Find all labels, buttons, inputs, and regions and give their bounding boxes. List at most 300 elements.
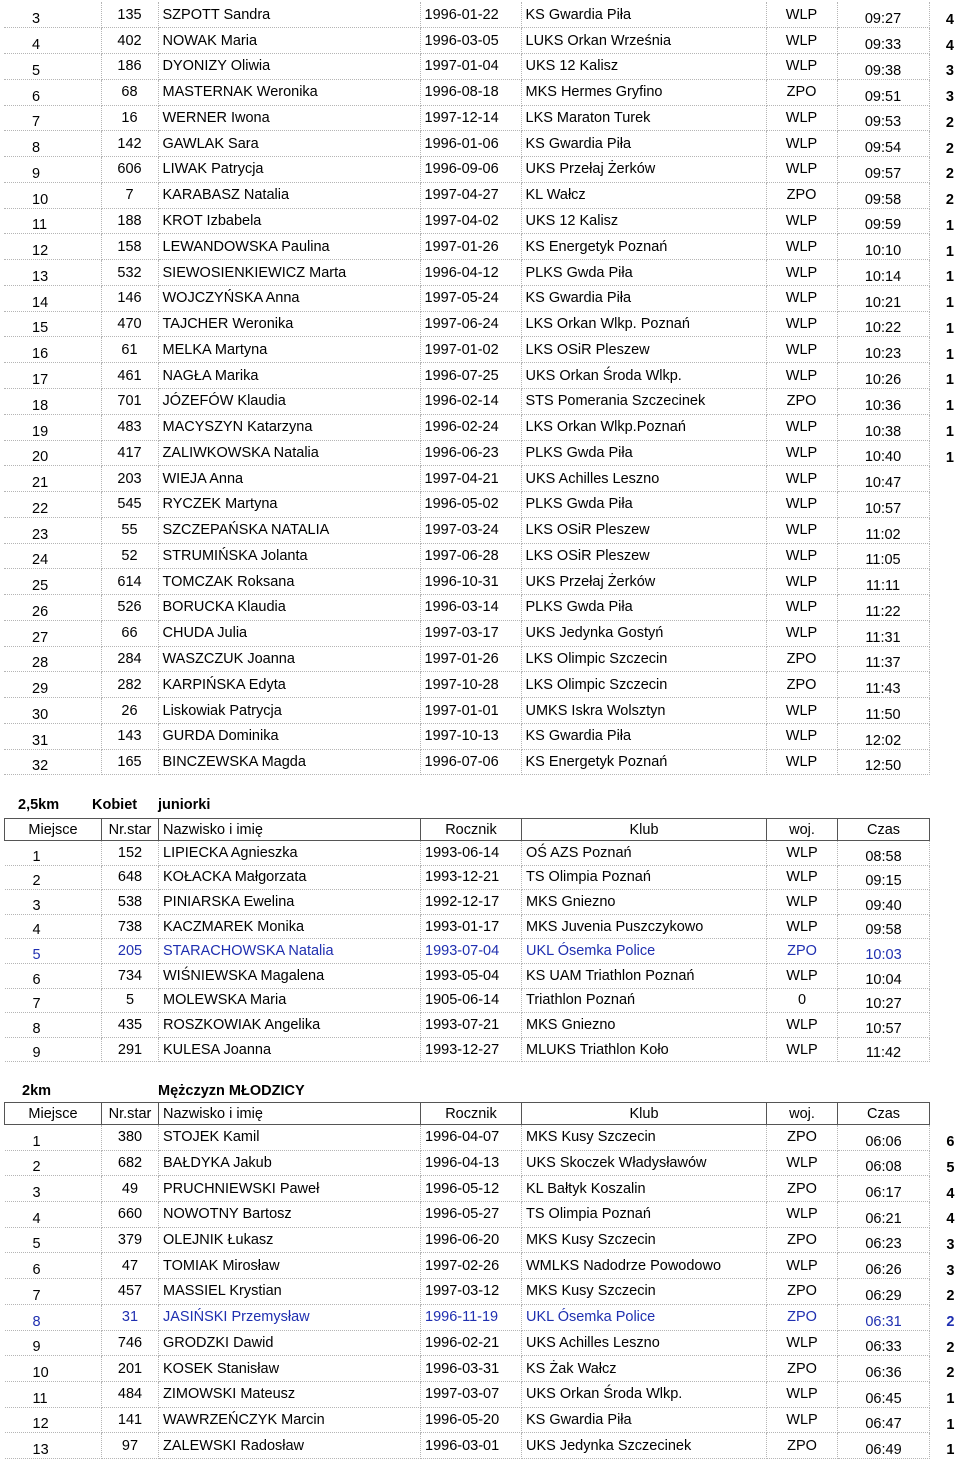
time-cell: 06:21 — [838, 1202, 930, 1228]
birth-date-cell: 1996-05-20 — [421, 1407, 522, 1433]
region-cell: WLP — [766, 698, 837, 724]
name-cell: BINCZEWSKA Magda — [158, 749, 420, 775]
start-number-cell: 484 — [102, 1381, 159, 1407]
time-cell: 12:50 — [837, 749, 929, 775]
time-cell: 08:58 — [838, 841, 930, 866]
header-region: woj. — [767, 1103, 838, 1125]
start-number-cell: 291 — [102, 1037, 159, 1062]
region-cell: WLP — [766, 260, 837, 286]
place-cell: 11 — [4, 208, 101, 234]
start-number-cell: 135 — [101, 2, 158, 28]
name-cell: GRODZKI Dawid — [159, 1330, 421, 1356]
name-cell: ROSZKOWIAK Angelika — [159, 1013, 421, 1038]
birth-date-cell: 1996-09-06 — [420, 157, 521, 183]
birth-date-cell: 1997-03-24 — [420, 517, 521, 543]
points-cell: 1 — [945, 372, 954, 389]
points-cell — [929, 672, 956, 698]
birth-date-cell: 1997-10-28 — [420, 672, 521, 698]
birth-date-cell: 1997-04-27 — [420, 182, 521, 208]
birth-date-cell: 1993-06-14 — [421, 841, 522, 866]
points-cell — [930, 1037, 957, 1062]
time-cell: 06:36 — [838, 1356, 930, 1382]
time-cell: 11:31 — [837, 620, 929, 646]
region-cell: ZPO — [766, 79, 837, 105]
time-cell: 09:15 — [838, 865, 930, 890]
club-cell: MKS Kusy Szczecin — [522, 1279, 767, 1305]
birth-date-cell: 1905-06-14 — [421, 988, 522, 1013]
table-row — [4, 440, 956, 466]
region-cell: ZPO — [767, 1356, 838, 1382]
club-cell: KS Żak Wałcz — [522, 1356, 767, 1382]
start-number-cell: 142 — [101, 131, 158, 157]
points-cell: 1 — [946, 1416, 955, 1433]
name-cell: TOMIAK Mirosław — [159, 1253, 421, 1279]
place-cell: 31 — [4, 723, 101, 749]
time-cell: 11:43 — [837, 672, 929, 698]
birth-date-cell: 1993-12-21 — [421, 865, 522, 890]
region-cell: WLP — [766, 543, 837, 569]
club-cell: UMKS Iskra Wolsztyn — [521, 698, 766, 724]
birth-date-cell: 1997-01-02 — [420, 337, 521, 363]
time-cell: 09:59 — [837, 208, 929, 234]
table-row — [5, 963, 957, 988]
club-cell: UKL Ósemka Police — [522, 1304, 767, 1330]
birth-date-cell: 1992-12-17 — [421, 890, 522, 915]
region-cell: ZPO — [766, 182, 837, 208]
region-cell: WLP — [766, 157, 837, 183]
table-row — [4, 492, 956, 518]
start-number-cell: 380 — [102, 1125, 159, 1151]
time-cell: 10:26 — [837, 363, 929, 389]
table-row — [5, 1202, 957, 1228]
region-cell: WLP — [766, 2, 837, 28]
points-cell — [930, 841, 957, 866]
club-cell: LKS Maraton Turek — [521, 105, 766, 131]
birth-date-cell: 1993-12-27 — [421, 1037, 522, 1062]
name-cell: KOSEK Stanisław — [159, 1356, 421, 1382]
place-cell: 8 — [4, 131, 101, 157]
birth-date-cell: 1997-01-04 — [420, 54, 521, 80]
start-number-cell: 52 — [101, 543, 158, 569]
club-cell: LKS OSiR Pleszew — [521, 337, 766, 363]
start-number-cell: 7 — [101, 182, 158, 208]
header-start-number: Nr.star — [102, 819, 159, 841]
birth-date-cell: 1996-03-01 — [421, 1433, 522, 1459]
club-cell: LUKS Orkan Września — [521, 28, 766, 54]
time-cell: 09:40 — [838, 890, 930, 915]
region-cell: WLP — [767, 1013, 838, 1038]
place-cell: 29 — [4, 672, 101, 698]
time-cell: 06:26 — [838, 1253, 930, 1279]
table-row — [4, 595, 956, 621]
time-cell: 06:49 — [838, 1433, 930, 1459]
table-row — [4, 28, 956, 54]
start-number-cell: 545 — [101, 492, 158, 518]
section-caption-mlodzicy — [22, 1083, 51, 1099]
header-row — [5, 1103, 957, 1125]
club-cell: UKS Przełaj Żerków — [521, 569, 766, 595]
points-cell: 1 — [945, 320, 954, 337]
points-cell — [929, 543, 956, 569]
region-cell: WLP — [766, 749, 837, 775]
club-cell: UKS Orkan Środa Wlkp. — [521, 363, 766, 389]
birth-date-cell: 1996-05-02 — [420, 492, 521, 518]
name-cell: WIEJA Anna — [158, 466, 420, 492]
region-cell: ZPO — [767, 1279, 838, 1305]
table-row — [4, 157, 956, 183]
name-cell: LEWANDOWSKA Paulina — [158, 234, 420, 260]
points-cell: 1 — [945, 243, 954, 260]
start-number-cell: 165 — [101, 749, 158, 775]
points-cell: 1 — [945, 424, 954, 441]
birth-date-cell: 1996-04-12 — [420, 260, 521, 286]
start-number-cell: 701 — [101, 388, 158, 414]
table-row — [5, 1037, 957, 1062]
start-number-cell: 532 — [101, 260, 158, 286]
club-cell: LKS Orkan Wlkp. Poznań — [521, 311, 766, 337]
place-cell: 9 — [5, 1037, 102, 1062]
name-cell: KOŁACKA Małgorzata — [159, 865, 421, 890]
birth-date-cell: 1997-06-24 — [420, 311, 521, 337]
table-row — [5, 1227, 957, 1253]
birth-date-cell: 1993-05-04 — [421, 963, 522, 988]
table-row — [4, 2, 956, 28]
birth-date-cell: 1997-01-26 — [420, 234, 521, 260]
place-cell: 2 — [5, 865, 102, 890]
region-cell: WLP — [767, 1253, 838, 1279]
start-number-cell: 158 — [101, 234, 158, 260]
table-row — [5, 1176, 957, 1202]
birth-date-cell: 1996-07-06 — [420, 749, 521, 775]
place-cell: 2 — [5, 1150, 102, 1176]
start-number-cell: 97 — [102, 1433, 159, 1459]
birth-date-cell: 1996-02-24 — [420, 414, 521, 440]
region-cell: WLP — [766, 363, 837, 389]
time-cell: 10:47 — [837, 466, 929, 492]
time-cell: 10:04 — [838, 963, 930, 988]
birth-date-cell: 1996-07-25 — [420, 363, 521, 389]
points-cell: 1 — [946, 1442, 955, 1459]
table-row — [4, 543, 956, 569]
place-cell: 3 — [4, 2, 101, 28]
region-cell: WLP — [767, 1330, 838, 1356]
region-cell: ZPO — [767, 1227, 838, 1253]
name-cell: BAŁDYKA Jakub — [159, 1150, 421, 1176]
place-cell: 15 — [4, 311, 101, 337]
start-number-cell: 614 — [101, 569, 158, 595]
birth-date-cell: 1997-04-21 — [420, 466, 521, 492]
place-cell: 9 — [5, 1330, 102, 1356]
points-cell: 1 — [945, 269, 954, 286]
start-number-cell: 49 — [102, 1176, 159, 1202]
points-cell — [930, 865, 957, 890]
start-number-cell: 538 — [102, 890, 159, 915]
name-cell: STRUMIŃSKA Jolanta — [158, 543, 420, 569]
place-cell: 7 — [4, 105, 101, 131]
header-year: Rocznik — [421, 819, 522, 841]
region-cell: WLP — [766, 492, 837, 518]
results-table-mlodzicy — [4, 1102, 957, 1459]
time-cell: 06:47 — [838, 1407, 930, 1433]
name-cell: TOMCZAK Roksana — [158, 569, 420, 595]
club-cell: UKS 12 Kalisz — [521, 208, 766, 234]
section-caption-juniorki — [18, 797, 59, 813]
start-number-cell: 606 — [101, 157, 158, 183]
points-cell: 4 — [946, 1211, 955, 1228]
results-body — [5, 819, 957, 1062]
name-cell: MASSIEL Krystian — [159, 1279, 421, 1305]
table-row — [4, 105, 956, 131]
start-number-cell: 188 — [101, 208, 158, 234]
place-cell: 6 — [5, 1253, 102, 1279]
time-cell: 06:08 — [838, 1150, 930, 1176]
name-cell: WAWRZEŃCZYK Marcin — [159, 1407, 421, 1433]
caption-distance: 2km — [22, 1083, 52, 1099]
table-row — [5, 1253, 957, 1279]
start-number-cell: 16 — [101, 105, 158, 131]
header-place: Miejsce — [5, 1103, 102, 1125]
name-cell: Liskowiak Patrycja — [158, 698, 420, 724]
time-cell: 11:22 — [837, 595, 929, 621]
points-cell — [929, 749, 956, 775]
region-cell: WLP — [767, 841, 838, 866]
region-cell: WLP — [766, 569, 837, 595]
time-cell: 10:14 — [837, 260, 929, 286]
place-cell: 18 — [4, 388, 101, 414]
club-cell: KL Wałcz — [521, 182, 766, 208]
region-cell: ZPO — [767, 1304, 838, 1330]
name-cell: JASIŃSKI Przemysław — [159, 1304, 421, 1330]
birth-date-cell: 1993-07-04 — [421, 939, 522, 964]
region-cell: WLP — [766, 620, 837, 646]
table-row — [4, 414, 956, 440]
points-cell — [929, 492, 956, 518]
time-cell: 09:58 — [837, 182, 929, 208]
region-cell: ZPO — [767, 1433, 838, 1459]
place-cell: 21 — [4, 466, 101, 492]
time-cell: 11:11 — [837, 569, 929, 595]
place-cell: 28 — [4, 646, 101, 672]
region-cell: WLP — [766, 285, 837, 311]
points-cell — [930, 890, 957, 915]
points-cell: 3 — [946, 1262, 955, 1279]
birth-date-cell: 1993-01-17 — [421, 914, 522, 939]
points-cell: 4 — [945, 37, 954, 54]
table-row — [4, 208, 956, 234]
points-cell — [930, 914, 957, 939]
start-number-cell: 143 — [101, 723, 158, 749]
header-year: Rocznik — [421, 1103, 522, 1125]
place-cell: 10 — [4, 182, 101, 208]
table-row — [5, 1407, 957, 1433]
name-cell: TAJCHER Weronika — [158, 311, 420, 337]
time-cell: 10:22 — [837, 311, 929, 337]
header-spacer — [930, 819, 957, 841]
points-cell — [929, 698, 956, 724]
birth-date-cell: 1996-01-22 — [420, 2, 521, 28]
table-row — [4, 311, 956, 337]
time-cell: 11:37 — [837, 646, 929, 672]
caption-category: juniorki — [158, 797, 211, 813]
table-row — [4, 517, 956, 543]
place-cell: 4 — [4, 28, 101, 54]
region-cell: WLP — [767, 1407, 838, 1433]
name-cell: KULESA Joanna — [159, 1037, 421, 1062]
table-row — [4, 723, 956, 749]
start-number-cell: 47 — [102, 1253, 159, 1279]
points-cell: 3 — [946, 1236, 955, 1253]
start-number-cell: 141 — [102, 1407, 159, 1433]
name-cell: LIWAK Patrycja — [158, 157, 420, 183]
place-cell: 12 — [4, 234, 101, 260]
points-cell: 1 — [945, 346, 954, 363]
name-cell: SZCZEPAŃSKA NATALIA — [158, 517, 420, 543]
name-cell: STOJEK Kamil — [159, 1125, 421, 1151]
birth-date-cell: 1997-05-24 — [420, 285, 521, 311]
time-cell: 10:38 — [837, 414, 929, 440]
name-cell: PRUCHNIEWSKI Paweł — [159, 1176, 421, 1202]
start-number-cell: 282 — [101, 672, 158, 698]
points-cell — [930, 939, 957, 964]
birth-date-cell: 1997-03-07 — [421, 1381, 522, 1407]
birth-date-cell: 1996-05-12 — [421, 1176, 522, 1202]
points-cell — [930, 963, 957, 988]
points-cell: 2 — [946, 1339, 955, 1356]
club-cell: OŚ AZS Poznań — [522, 841, 767, 866]
region-cell: WLP — [766, 440, 837, 466]
name-cell: ZALIWKOWSKA Natalia — [158, 440, 420, 466]
club-cell: KS Gwardia Piła — [521, 2, 766, 28]
time-cell: 11:02 — [837, 517, 929, 543]
table-row — [5, 1279, 957, 1305]
place-cell: 22 — [4, 492, 101, 518]
region-cell: WLP — [767, 914, 838, 939]
points-cell: 1 — [945, 295, 954, 312]
points-cell: 1 — [946, 1391, 955, 1408]
start-number-cell: 68 — [101, 79, 158, 105]
club-cell: PLKS Gwda Piła — [521, 260, 766, 286]
place-cell: 32 — [4, 749, 101, 775]
caption-category: Mężczyzn MŁODZICY — [158, 1083, 305, 1099]
start-number-cell: 660 — [102, 1202, 159, 1228]
points-cell: 2 — [945, 166, 954, 183]
table-row — [5, 865, 957, 890]
place-cell: 13 — [5, 1433, 102, 1459]
club-cell: KS Gwardia Piła — [521, 131, 766, 157]
club-cell: LKS Olimpic Szczecin — [521, 646, 766, 672]
birth-date-cell: 1996-11-19 — [421, 1304, 522, 1330]
name-cell: DYONIZY Oliwia — [158, 54, 420, 80]
start-number-cell: 201 — [102, 1356, 159, 1382]
points-cell: 2 — [945, 114, 954, 131]
region-cell: ZPO — [767, 939, 838, 964]
start-number-cell: 457 — [102, 1279, 159, 1305]
table-row — [4, 260, 956, 286]
place-cell: 11 — [5, 1381, 102, 1407]
region-cell: WLP — [766, 208, 837, 234]
name-cell: ZIMOWSKI Mateusz — [159, 1381, 421, 1407]
table-row — [5, 1330, 957, 1356]
place-cell: 16 — [4, 337, 101, 363]
start-number-cell: 66 — [101, 620, 158, 646]
points-cell: 2 — [945, 192, 954, 209]
club-cell: PLKS Gwda Piła — [521, 492, 766, 518]
name-cell: NOWOTNY Bartosz — [159, 1202, 421, 1228]
time-cell: 06:29 — [838, 1279, 930, 1305]
place-cell: 5 — [5, 1227, 102, 1253]
start-number-cell: 402 — [101, 28, 158, 54]
place-cell: 3 — [5, 1176, 102, 1202]
time-cell: 06:06 — [838, 1125, 930, 1151]
points-cell — [929, 595, 956, 621]
points-cell: 5 — [946, 1159, 955, 1176]
place-cell: 24 — [4, 543, 101, 569]
table-row — [5, 988, 957, 1013]
place-cell: 25 — [4, 569, 101, 595]
caption-gender: Kobiet — [92, 797, 138, 813]
birth-date-cell: 1996-04-07 — [421, 1125, 522, 1151]
header-time: Czas — [838, 1103, 930, 1125]
club-cell: MKS Gniezno — [522, 890, 767, 915]
table-row — [4, 698, 956, 724]
club-cell: KS Gwardia Piła — [522, 1407, 767, 1433]
birth-date-cell: 1997-01-26 — [420, 646, 521, 672]
points-cell: 3 — [945, 63, 954, 80]
points-cell: 2 — [946, 1314, 955, 1330]
place-cell: 13 — [4, 260, 101, 286]
name-cell: STARACHOWSKA Natalia — [159, 939, 421, 964]
time-cell: 11:05 — [837, 543, 929, 569]
name-cell: GAWLAK Sara — [158, 131, 420, 157]
time-cell: 06:17 — [838, 1176, 930, 1202]
name-cell: SIEWOSIENKIEWICZ Marta — [158, 260, 420, 286]
region-cell: WLP — [767, 1150, 838, 1176]
time-cell: 10:23 — [837, 337, 929, 363]
points-cell — [930, 1013, 957, 1038]
table-row — [4, 466, 956, 492]
time-cell: 06:33 — [838, 1330, 930, 1356]
club-cell: UKS Przełaj Żerków — [521, 157, 766, 183]
table-row — [5, 1356, 957, 1382]
start-number-cell: 152 — [102, 841, 159, 866]
region-cell: WLP — [767, 963, 838, 988]
time-cell: 10:03 — [838, 939, 930, 964]
place-cell: 30 — [4, 698, 101, 724]
name-cell: ZALEWSKI Radosław — [159, 1433, 421, 1459]
birth-date-cell: 1996-06-20 — [421, 1227, 522, 1253]
name-cell: CHUDA Julia — [158, 620, 420, 646]
place-cell: 7 — [5, 988, 102, 1013]
name-cell: KACZMAREK Monika — [159, 914, 421, 939]
club-cell: MKS Juvenia Puszczykowo — [522, 914, 767, 939]
name-cell: PINIARSKA Ewelina — [159, 890, 421, 915]
table-row — [4, 285, 956, 311]
time-cell: 09:57 — [837, 157, 929, 183]
region-cell: 0 — [767, 988, 838, 1013]
club-cell: KS Gwardia Piła — [521, 285, 766, 311]
club-cell: UKS Achilles Leszno — [522, 1330, 767, 1356]
time-cell: 09:38 — [837, 54, 929, 80]
birth-date-cell: 1997-12-14 — [420, 105, 521, 131]
place-cell: 6 — [4, 79, 101, 105]
birth-date-cell: 1996-06-23 — [420, 440, 521, 466]
name-cell: KROT Izbabela — [158, 208, 420, 234]
place-cell: 14 — [4, 285, 101, 311]
points-cell — [929, 723, 956, 749]
region-cell: WLP — [767, 1202, 838, 1228]
region-cell: ZPO — [766, 672, 837, 698]
place-cell: 1 — [5, 841, 102, 866]
